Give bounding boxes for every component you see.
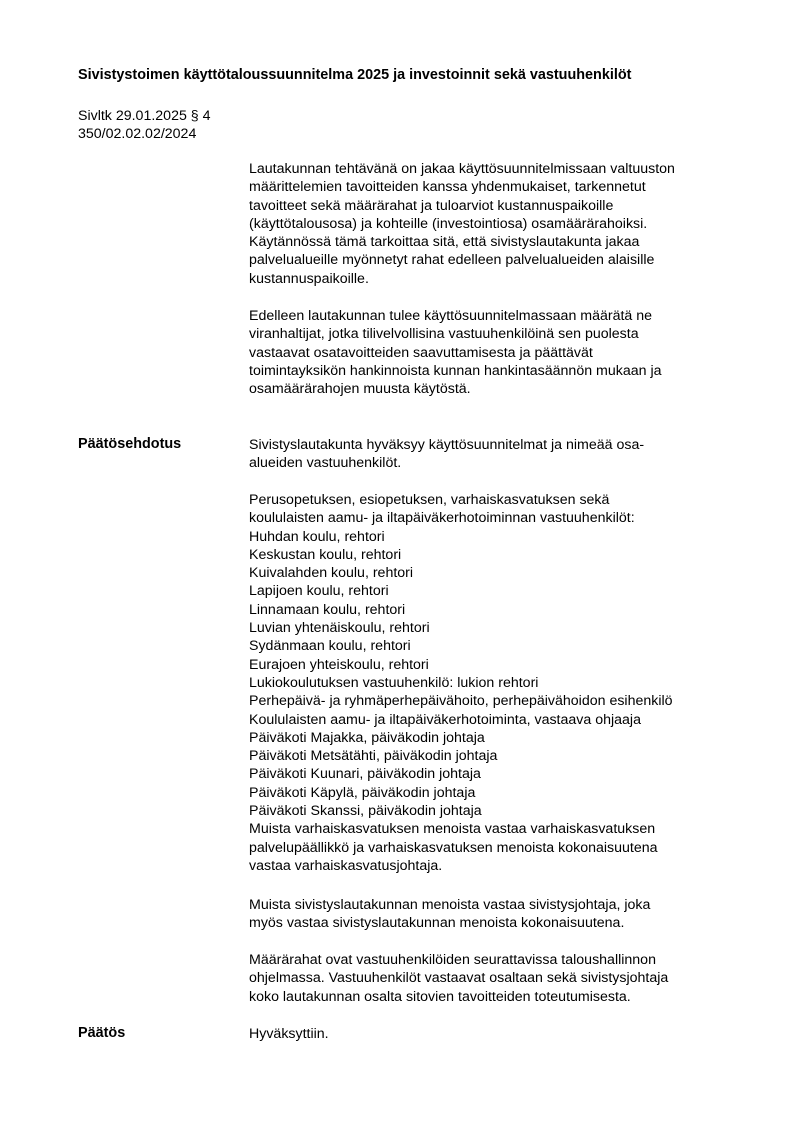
responsible-list-line: Lukiokoulutuksen vastuuhenkilö: lukion rehtori [249,674,539,691]
responsible-list-line: Kuivalahden koulu, rehtori [249,565,414,582]
intro-paragraph-2-line: viranhaltijat, jotka tilivelvollisina vastuuhenkilöinä sen puolesta [249,326,639,343]
intro-paragraph-1 [249,160,739,288]
intro-paragraph-1-line: Lautakunnan tehtävänä on jakaa käyttösuunnitelmissaan valtuuston [249,161,675,177]
proposal-paragraph-1-line: alueiden vastuuhenkilöt. [249,455,402,472]
intro-paragraph-1-line: Käytännössä tämä tarkoittaa sitä, että sivistyslautakunta jakaa [249,234,640,251]
meeting-reference: Sivltk 29.01.2025 § 4 [78,108,211,124]
intro-paragraph-1-line: määrittelemien tavoitteiden kanssa yhdenmukaiset, tarkennetut [249,179,646,196]
responsible-list-line: Koululaisten aamu- ja iltapäiväkerhotoiminta, vastaava ohjaaja [249,711,641,728]
responsible-list-line: Luvian yhtenäiskoulu, rehtori [249,620,430,637]
responsible-list-line: Sydänmaan koulu, rehtori [249,638,411,655]
responsible-list-line: Huhdan koulu, rehtori [249,528,385,545]
intro-paragraph-2 [249,307,739,398]
proposal-paragraph-4 [249,951,739,1006]
intro-paragraph-2-line: toimintayksikön hankinnoista kunnan hankintasäännön mukaan ja [249,362,662,379]
proposal-paragraph-3-line: myös vastaa sivistyslautakunnan menoista kokonaisuutena. [249,915,625,932]
intro-paragraph-1-line: palvelualueille myönnetyt rahat edelleen palvelualueiden alaisille [249,252,655,269]
responsible-list-line: Päiväkoti Skanssi, päiväkodin johtaja [249,803,482,820]
intro-paragraph-2-line: osamäärärahojen muusta käytöstä. [249,381,471,398]
proposal-paragraph-3-line: Muista sivistyslautakunnan menoista vastaa sivistysjohtaja, joka [249,897,651,913]
responsible-list-line: palvelupäällikkö ja varhaiskasvatuksen menoista kokonaisuutena [249,839,658,856]
responsible-list-line: Päiväkoti Metsätähti, päiväkodin johtaja [249,748,498,765]
responsible-list-line: Päiväkoti Käpylä, päiväkodin johtaja [249,784,476,801]
responsible-list-line: Perusopetuksen, esiopetuksen, varhaiskasvatuksen sekä [249,492,610,508]
responsible-list-line: vastaa varhaiskasvatusjohtaja. [249,857,443,874]
responsible-list-line: Päiväkoti Majakka, päiväkodin johtaja [249,729,485,746]
intro-paragraph-1-line: kustannuspaikoille. [249,270,369,287]
proposal-paragraph-4-line: ohjelmassa. Vastuuhenkilöt vastaavat osaltaan sekä sivistysjohtaja [249,970,669,987]
responsible-list-line: Linnamaan koulu, rehtori [249,601,406,618]
responsible-list-line: Perhepäivä- ja ryhmäperhepäivähoito, perhepäivähoidon esihenkilö [249,693,673,710]
responsible-list-line: Eurajoen yhteiskoulu, rehtori [249,656,429,673]
intro-paragraph-1-line: tavoitteet sekä määrärahat ja tuloarviot kustannuspaikoille [249,197,614,214]
responsible-list-line: koululaisten aamu- ja iltapäiväkerhotoiminnan vastuuhenkilöt: [249,510,635,527]
responsible-list-line: Päiväkoti Kuunari, päiväkodin johtaja [249,766,481,783]
responsible-list-line: Lapijoen koulu, rehtori [249,583,389,600]
proposal-label: Päätösehdotus [78,436,182,452]
proposal-paragraph-4-line: koko lautakunnan osalta sitovien tavoitteiden toteutumisesta. [249,988,631,1005]
file-reference: 350/02.02.02/2024 [78,126,197,142]
proposal-paragraph-3 [249,896,739,933]
decision-label: Päätös [78,1025,126,1041]
decision-text: Hyväksyttiin. [249,1026,329,1042]
proposal-paragraph-4-line: Määrärahat ovat vastuuhenkilöiden seurattavissa taloushallinnon [249,952,656,968]
responsible-list-line: Muista varhaiskasvatuksen menoista vastaa varhaiskasvatuksen [249,821,656,838]
intro-paragraph-2-line: Edelleen lautakunnan tulee käyttösuunnitelmassaan määrätä ne [249,308,653,324]
intro-paragraph-1-line: (käyttötalousosa) ja kohteille (investointiosa) osamäärärahoiksi. [249,215,648,232]
proposal-paragraph-1 [249,436,739,473]
intro-paragraph-2-line: vastaavat osatavoitteiden saavuttamisesta ja päättävät [249,344,593,361]
proposal-paragraph-1-line: Sivistyslautakunta hyväksyy käyttösuunnitelmat ja nimeää osa- [249,437,645,453]
responsible-persons-list [249,491,739,875]
document-title: Sivistystoimen käyttötaloussuunnitelma 2025 ja investoinnit sekä vastuuhenkilöt [78,67,632,83]
responsible-list-line: Keskustan koulu, rehtori [249,546,402,563]
